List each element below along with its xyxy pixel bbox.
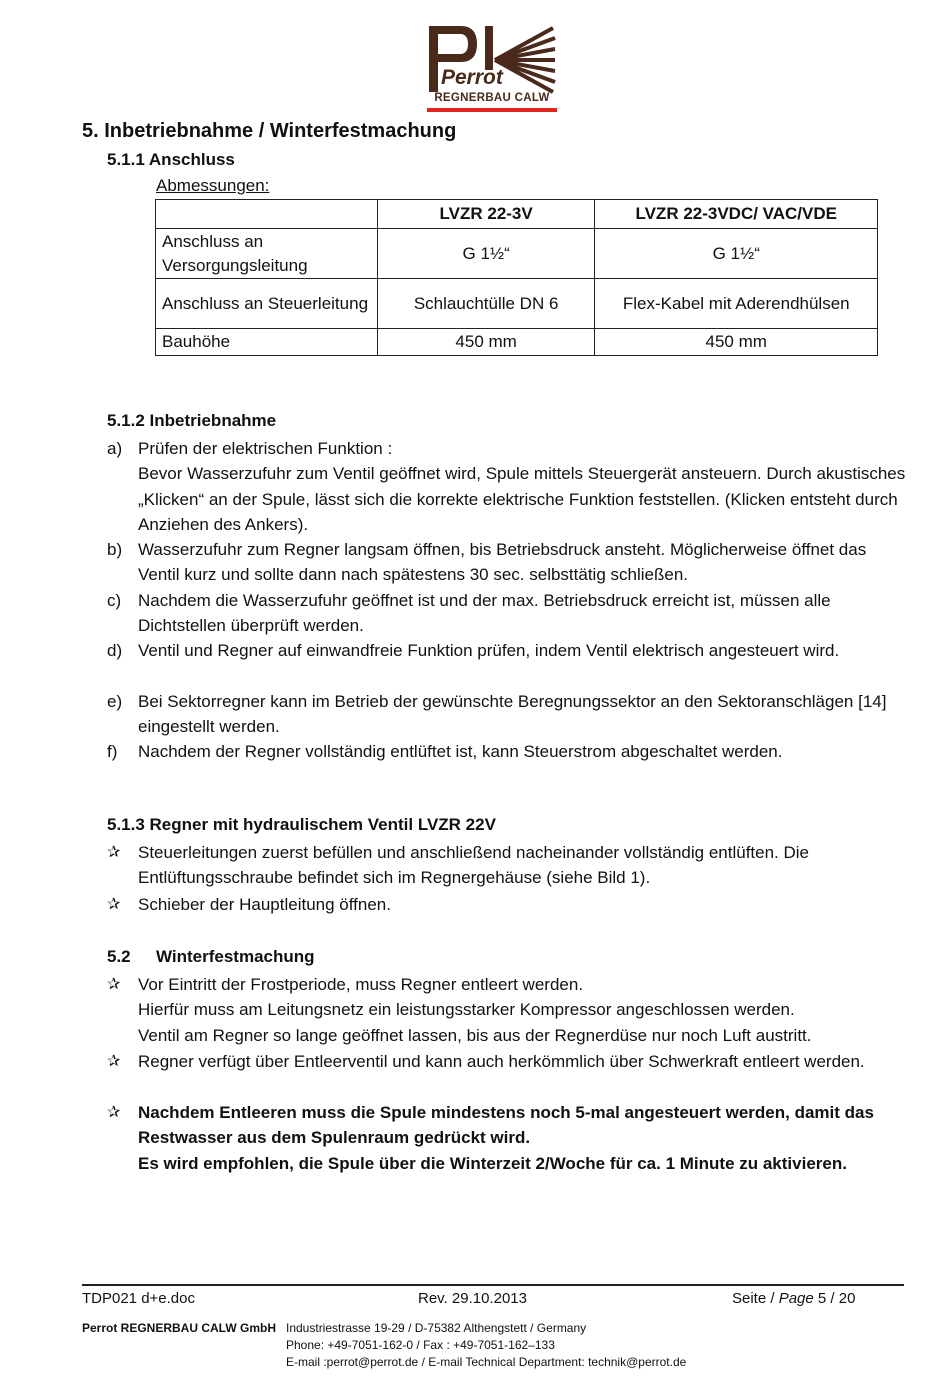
list-item: [107, 638, 907, 663]
table-cell: Anschluss an Versorgungsleitung: [156, 229, 378, 279]
footer-email: E-mail :perrot@perrot.de / E-mail Technical Department: technik@perrot.de: [286, 1355, 687, 1369]
table-cell: Anschluss an Steuerleitung: [156, 279, 378, 329]
footer-page-word: Page: [778, 1290, 814, 1307]
list-item-text: Schieber der Hauptleitung öffnen.: [138, 895, 391, 914]
footer-doc-name: TDP021 d+e.doc: [82, 1290, 195, 1307]
footer-revision: Rev. 29.10.2013: [418, 1290, 527, 1307]
list-item-label: d): [107, 641, 123, 660]
footer-page: [732, 1290, 855, 1307]
footer-company: Perrot REGNERBAU CALW GmbH: [82, 1321, 277, 1335]
logo-subtitle: REGNERBAU CALW: [434, 92, 550, 104]
heading-5-2: Winterfestmachung: [156, 947, 315, 966]
star-bullet-icon: ✰: [107, 976, 121, 993]
star-bullet-icon: ✰: [107, 1053, 121, 1070]
heading-5-1-2: 5.1.2 Inbetriebnahme: [107, 411, 277, 430]
table-row: [156, 329, 878, 356]
list-item: [107, 739, 907, 764]
table-header-cell: LVZR 22-3VDC/ VAC/VDE: [595, 200, 878, 229]
list-item-label: b): [107, 540, 123, 559]
list-item: [107, 972, 907, 1048]
heading-5-1-3: 5.1.3 Regner mit hydraulischem Ventil LVZR 22V: [107, 815, 496, 834]
list-item: [107, 588, 907, 639]
star-bullet-icon: ✰: [107, 1104, 121, 1121]
footer-page-number: 5 / 20: [817, 1290, 856, 1307]
list-item-label: a): [107, 439, 123, 458]
footer-phone: Phone: +49-7051-162-0 / Fax : +49-7051-162–133: [286, 1338, 555, 1352]
star-bullet-icon: ✰: [107, 896, 121, 913]
table-caption: Abmessungen:: [156, 176, 270, 195]
footer-address: Industriestrasse 19-29 / D-75382 Althengstett / Germany: [286, 1321, 587, 1335]
list-item-text: Nachdem Entleeren muss die Spule mindestens noch 5-mal angesteuert werden, damit das Restwasser aus dem Spulenraum gedrückt wird. Es wird empfohlen, die Spule über die Winterzeit 2/Woche für ca. 1 Minute zu aktivieren.: [138, 1103, 874, 1173]
dimensions-table: [155, 199, 878, 356]
list-item: [107, 689, 907, 740]
list-item-text: Bei Sektorregner kann im Betrieb der gewünschte Beregnungssektor an den Sektoranschlägen [14] eingestellt werden.: [138, 692, 887, 737]
list-item-text: Nachdem der Regner vollständig entlüftet ist, kann Steuerstrom abgeschaltet werden.: [138, 742, 783, 761]
list-item-text: Regner verfügt über Entleerventil und kann auch herkömmlich über Schwerkraft entleert werden.: [138, 1052, 865, 1071]
list-item-text: Ventil und Regner auf einwandfreie Funktion prüfen, indem Ventil elektrisch angesteuert wird.: [138, 641, 840, 660]
list-item-text: Steuerleitungen zuerst befüllen und anschließend nacheinander vollständig entlüften. Die Entlüftungsschraube befindet sich im Regnergehäuse (siehe Bild 1).: [138, 843, 810, 888]
list-item: [107, 840, 907, 891]
list-item: [107, 1049, 907, 1074]
list-item: [107, 892, 907, 917]
list-item: [107, 436, 907, 537]
table-cell: G 1½“: [377, 229, 595, 279]
section-title: 5. Inbetriebnahme / Winterfestmachung: [82, 120, 457, 142]
logo-red-bar: [427, 108, 557, 112]
list-item-text: Nachdem die Wasserzufuhr geöffnet ist und der max. Betriebsdruck erreicht ist, müssen alle Dichtstellen überprüft werden.: [138, 591, 831, 636]
footer-rule: [82, 1284, 904, 1286]
list-item: [107, 1100, 907, 1176]
logo-wordmark: Perrot: [441, 66, 503, 89]
heading-5-2-number: 5.2: [107, 947, 131, 966]
list-item-text: Wasserzufuhr zum Regner langsam öffnen, bis Betriebsdruck ansteht. Möglicherweise öffnet das Ventil kurz und sollte dann nach spätestens 30 sec. selbsttätig schließen.: [138, 540, 867, 585]
list-item-label: f): [107, 742, 118, 761]
table-header-row: [156, 200, 878, 229]
table-cell: G 1½“: [595, 229, 878, 279]
list-item-label: c): [107, 591, 122, 610]
table-cell: Flex-Kabel mit Aderendhülsen: [595, 279, 878, 329]
table-header-cell: [156, 200, 378, 229]
list-item-text: Prüfen der elektrischen Funktion : Bevor Wasserzufuhr zum Ventil geöffnet wird, Spule mittels Steuergerät ansteuern. Durch akustisches „Klicken“ an der Spule, lässt sich die korrekte elektrische Funktion feststellen. (Klicken entsteht durch Anziehen des Ankers).: [138, 439, 906, 534]
table-row: [156, 229, 878, 279]
table-cell: 450 mm: [595, 329, 878, 356]
list-item-label: e): [107, 692, 123, 711]
star-bullet-icon: ✰: [107, 844, 121, 861]
table-header-cell: LVZR 22-3V: [377, 200, 595, 229]
table-cell: 450 mm: [377, 329, 595, 356]
footer-page-prefix: Seite /: [732, 1290, 779, 1307]
list-item-text: Vor Eintritt der Frostperiode, muss Regner entleert werden. Hierfür muss am Leitungsnetz ein leistungsstarker Kompressor angeschlossen werden. Ventil am Regner so lange geöffnet lassen, bis aus der Regnerdüse nur noch Luft austritt.: [138, 975, 812, 1045]
list-item: [107, 537, 907, 588]
table-cell: Bauhöhe: [156, 329, 378, 356]
table-cell: Schlauchtülle DN 6: [377, 279, 595, 329]
table-row: [156, 279, 878, 329]
heading-5-1-1: 5.1.1 Anschluss: [107, 150, 235, 169]
